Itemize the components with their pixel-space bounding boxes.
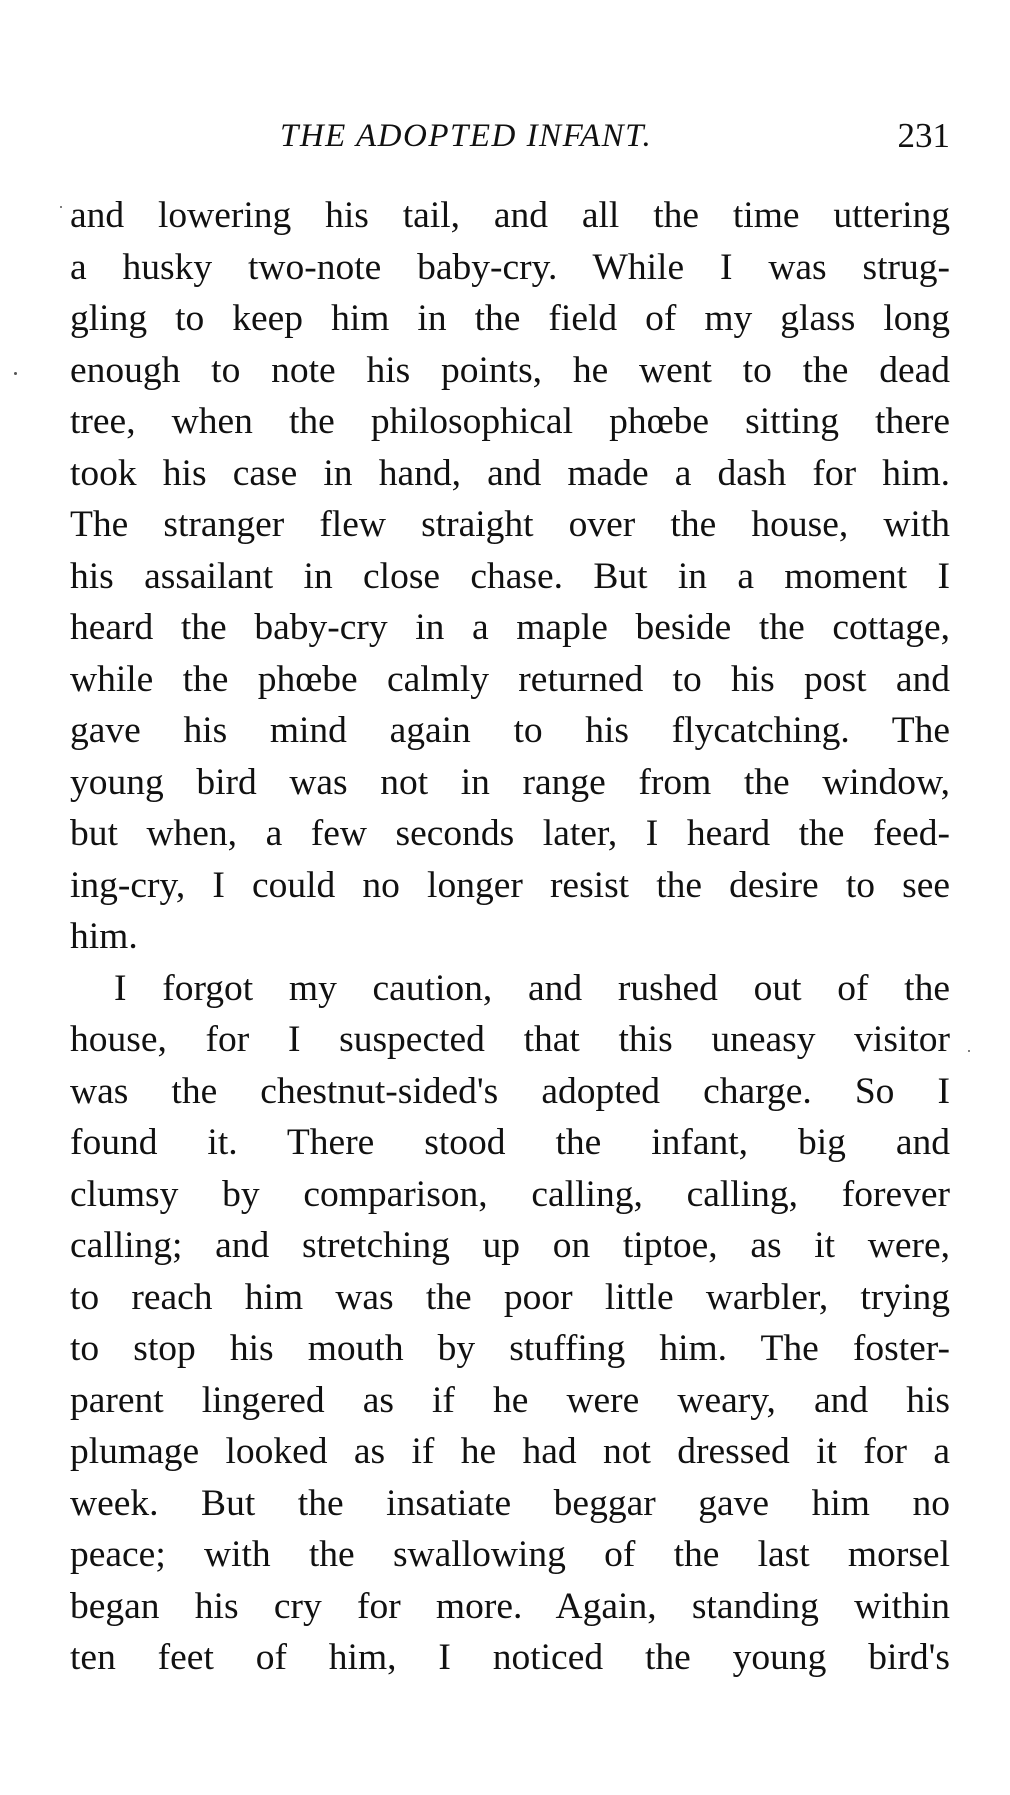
text-line: house, for I suspected that this uneasy visitor	[70, 1019, 950, 1060]
text-line: was the chestnut-sided's adopted charge. So I	[70, 1070, 950, 1112]
paragraph-2	[70, 963, 950, 1684]
text-line: ten feet of him, I noticed the young bird's	[70, 1637, 950, 1678]
text-line: took his case in hand, and made a dash for him.	[70, 452, 950, 494]
text-line: began his cry for more. Again, standing within	[70, 1585, 950, 1627]
text-line: while the phœbe calmly returned to his post and	[70, 658, 950, 700]
text-line: ing-cry, I could no longer resist the desire to see	[70, 864, 950, 906]
text-line: calling; and stretching up on tiptoe, as it were,	[70, 1225, 950, 1266]
paper-speck	[60, 206, 62, 208]
text-line: his assailant in close chase. But in a moment I	[70, 555, 950, 597]
text-line: found it. There stood the infant, big and	[70, 1122, 950, 1163]
paragraph-1	[70, 190, 950, 963]
text-line: tree, when the philosophical phœbe sitting there	[70, 401, 950, 442]
running-head	[70, 118, 950, 168]
body-text	[70, 190, 950, 1684]
text-line: week. But the insatiate beggar gave him no	[70, 1482, 950, 1524]
text-line: I forgot my caution, and rushed out of the	[114, 967, 950, 1009]
text-line: a husky two-note baby-cry. While I was strug-	[70, 246, 950, 288]
paper-speck	[968, 1050, 970, 1052]
text-line: parent lingered as if he were weary, and his	[70, 1379, 950, 1421]
text-line: heard the baby-cry in a maple beside the cottage,	[70, 607, 950, 648]
text-line: young bird was not in range from the window,	[70, 761, 950, 803]
running-head-title: THE ADOPTED INFANT.	[280, 118, 653, 154]
text-line: peace; with the swallowing of the last morsel	[70, 1534, 950, 1575]
text-line: and lowering his tail, and all the time uttering	[70, 195, 950, 236]
text-line: to reach him was the poor little warbler, trying	[70, 1276, 950, 1318]
text-line: The stranger flew straight over the house, with	[70, 504, 950, 545]
text-line: plumage looked as if he had not dressed it for a	[70, 1431, 950, 1472]
text-line: but when, a few seconds later, I heard the feed-	[70, 813, 950, 854]
text-line: gling to keep him in the field of my glass long	[70, 298, 950, 339]
paper-speck	[14, 372, 17, 375]
text-line: clumsy by comparison, calling, calling, forever	[70, 1173, 950, 1215]
text-line: to stop his mouth by stuffing him. The foster-	[70, 1328, 950, 1369]
text-line: gave his mind again to his flycatching. The	[70, 710, 950, 751]
text-line: him.	[70, 916, 138, 957]
text-line: enough to note his points, he went to the dead	[70, 349, 950, 391]
page-number: 231	[897, 116, 950, 155]
